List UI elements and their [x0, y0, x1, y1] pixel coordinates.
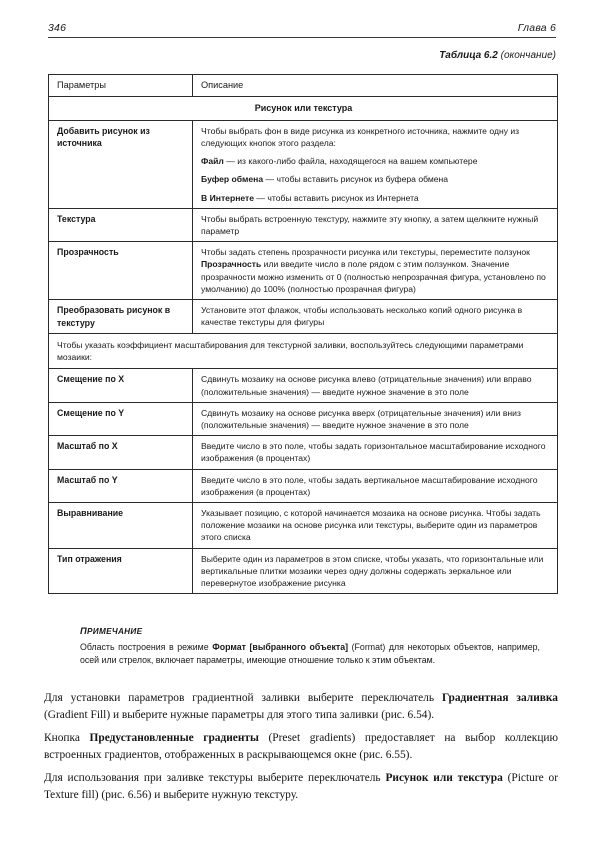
- table-row: [49, 242, 558, 300]
- table-cell-parameter: Смещение по X: [49, 369, 193, 402]
- description-paragraph: Указывает позицию, с которой начинается мозаика на основе рисунка. Чтобы задать положение мозаики на основе рисунка или текстуры, выберите один из параметров этого списка: [201, 508, 541, 543]
- table-cell-description: [193, 300, 558, 334]
- table-header-row: [49, 75, 558, 97]
- table-caption-number: Таблица 6.2: [439, 50, 498, 61]
- chapter-label: Глава 6: [517, 22, 556, 34]
- body-paragraph: Для установки параметров градиентной заливки выберите переключатель Градиентная заливка (Gradient Fill) и выберите нужные параметры для этого типа заливки (рис. 6.54).: [44, 692, 558, 721]
- description-paragraph: Чтобы выбрать встроенную текстуру, нажмите эту кнопку, а затем щелкните нужный параметр: [201, 213, 539, 237]
- table-cell-description: [193, 242, 558, 300]
- note-title-initial: П: [80, 625, 88, 636]
- description-paragraph: Чтобы выбрать фон в виде рисунка из конкретного источника, нажмите одну из следующих кнопок этого раздела:: [201, 125, 520, 149]
- description-paragraph: Введите число в это поле, чтобы задать вертикальное масштабирование исходного изображения (в процентах): [201, 474, 538, 497]
- running-head: [48, 22, 556, 38]
- description-paragraph: Чтобы задать степень прозрачности рисунка или текстуры, переместите ползунок Прозрачность или введите число в поле рядом с этим ползунком. Значение прозрачности можно изменить от 0 (полностью непрозрачная фигура, установлено по умолчанию) до 100% (полностью прозрачная фигура): [201, 247, 546, 294]
- table-row: [49, 120, 558, 208]
- table-cell-description: [193, 436, 558, 469]
- description-paragraph: Установите этот флажок, чтобы использовать несколько копий одного рисунка в качестве текстуры для фигуры: [201, 305, 523, 328]
- table-row: [49, 503, 558, 549]
- description-paragraph: Буфер обмена — чтобы вставить рисунок из буфера обмена: [201, 174, 449, 185]
- table-row: [49, 469, 558, 502]
- table-cell-description: [193, 402, 558, 435]
- table-cell-description: [193, 469, 558, 502]
- description-paragraph: Сдвинуть мозаику на основе рисунка влево (отрицательные значения) или вправо (положительные значения) — введите нужное значение в это поле: [201, 374, 532, 397]
- parameters-table-wrapper: [48, 74, 558, 594]
- table-cell-parameter: Текстура: [49, 208, 193, 241]
- page-number: 346: [48, 22, 67, 34]
- table-cell-parameter: Выравнивание: [49, 503, 193, 549]
- note-body: Область построения в режиме Формат [выбранного объекта] (Format) для некоторых объектов, например, осей или стрелок, включает параметры, имеющие отношение только к этим объектам.: [80, 642, 540, 666]
- table-cell-parameter: Масштаб по Y: [49, 469, 193, 502]
- table-row: [49, 300, 558, 334]
- column-header-description: Описание: [193, 75, 558, 97]
- table-row: [49, 208, 558, 241]
- table-body: [49, 97, 558, 594]
- table-cell-parameter: Добавить рисунок из источника: [49, 120, 193, 208]
- table-span-row: [49, 334, 558, 369]
- table-cell-description: [193, 503, 558, 549]
- parameters-table: [48, 74, 558, 594]
- table-cell-parameter: Смещение по Y: [49, 402, 193, 435]
- table-row: [49, 369, 558, 402]
- body-paragraph: Для использования при заливке текстуры выберите переключатель Рисунок или текстура (Picture or Texture fill) (рис. 6.56) и выберите нужную текстуру.: [44, 772, 558, 801]
- note-block: [80, 624, 540, 668]
- description-paragraph: Выберите один из параметров в этом списке, чтобы указать, что горизонтальные или вертикальные плитки мозаики через одну должны содержать зеркальное или перевернутое изображение рисунка: [201, 553, 544, 589]
- table-caption: [439, 50, 556, 61]
- note-title-rest: РИМЕЧАНИЕ: [87, 627, 143, 636]
- table-cell-parameter: Преобразовать рисунок в текстуру: [49, 300, 193, 334]
- description-paragraph: Введите число в это поле, чтобы задать горизонтальное масштабирование исходного изображения (в процентах): [201, 441, 546, 464]
- table-cell-parameter: Прозрачность: [49, 242, 193, 300]
- table-row: [49, 548, 558, 594]
- body-paragraph: Кнопка Предустановленные градиенты (Preset gradients) предоставляет на выбор коллекцию встроенных градиентов, отображенных в раскрывающемся окне (рис. 6.55).: [44, 732, 559, 761]
- table-cell-parameter: Масштаб по X: [49, 436, 193, 469]
- table-row: [49, 402, 558, 435]
- table-cell-description: [193, 120, 558, 208]
- description-paragraph: Файл — из какого-либо файла, находящегося на вашем компьютере: [201, 156, 478, 167]
- table-cell-parameter: Тип отражения: [49, 548, 193, 594]
- table-cell-description: [193, 208, 558, 241]
- table-cell-description: [193, 548, 558, 594]
- table-cell-description: [193, 369, 558, 402]
- description-paragraph: В Интернете — чтобы вставить рисунок из Интернета: [201, 192, 419, 203]
- note-title: [80, 624, 540, 638]
- table-head: [49, 75, 558, 97]
- body-paragraphs: [44, 690, 558, 803]
- table-section-heading: Рисунок или текстура: [49, 97, 558, 121]
- description-paragraph: Сдвинуть мозаику на основе рисунка вверх (отрицательные значения) или вниз (положительные значения) — введите нужное значение в это поле: [201, 407, 521, 431]
- column-header-parameters: Параметры: [49, 75, 193, 97]
- table-row: [49, 436, 558, 469]
- table-section-heading-row: [49, 97, 558, 121]
- table-caption-note: (окончание): [497, 50, 556, 61]
- table-span-text: Чтобы указать коэффициент масштабирования для текстурной заливки, воспользуйтесь следующими параметрами мозаики:: [49, 334, 558, 369]
